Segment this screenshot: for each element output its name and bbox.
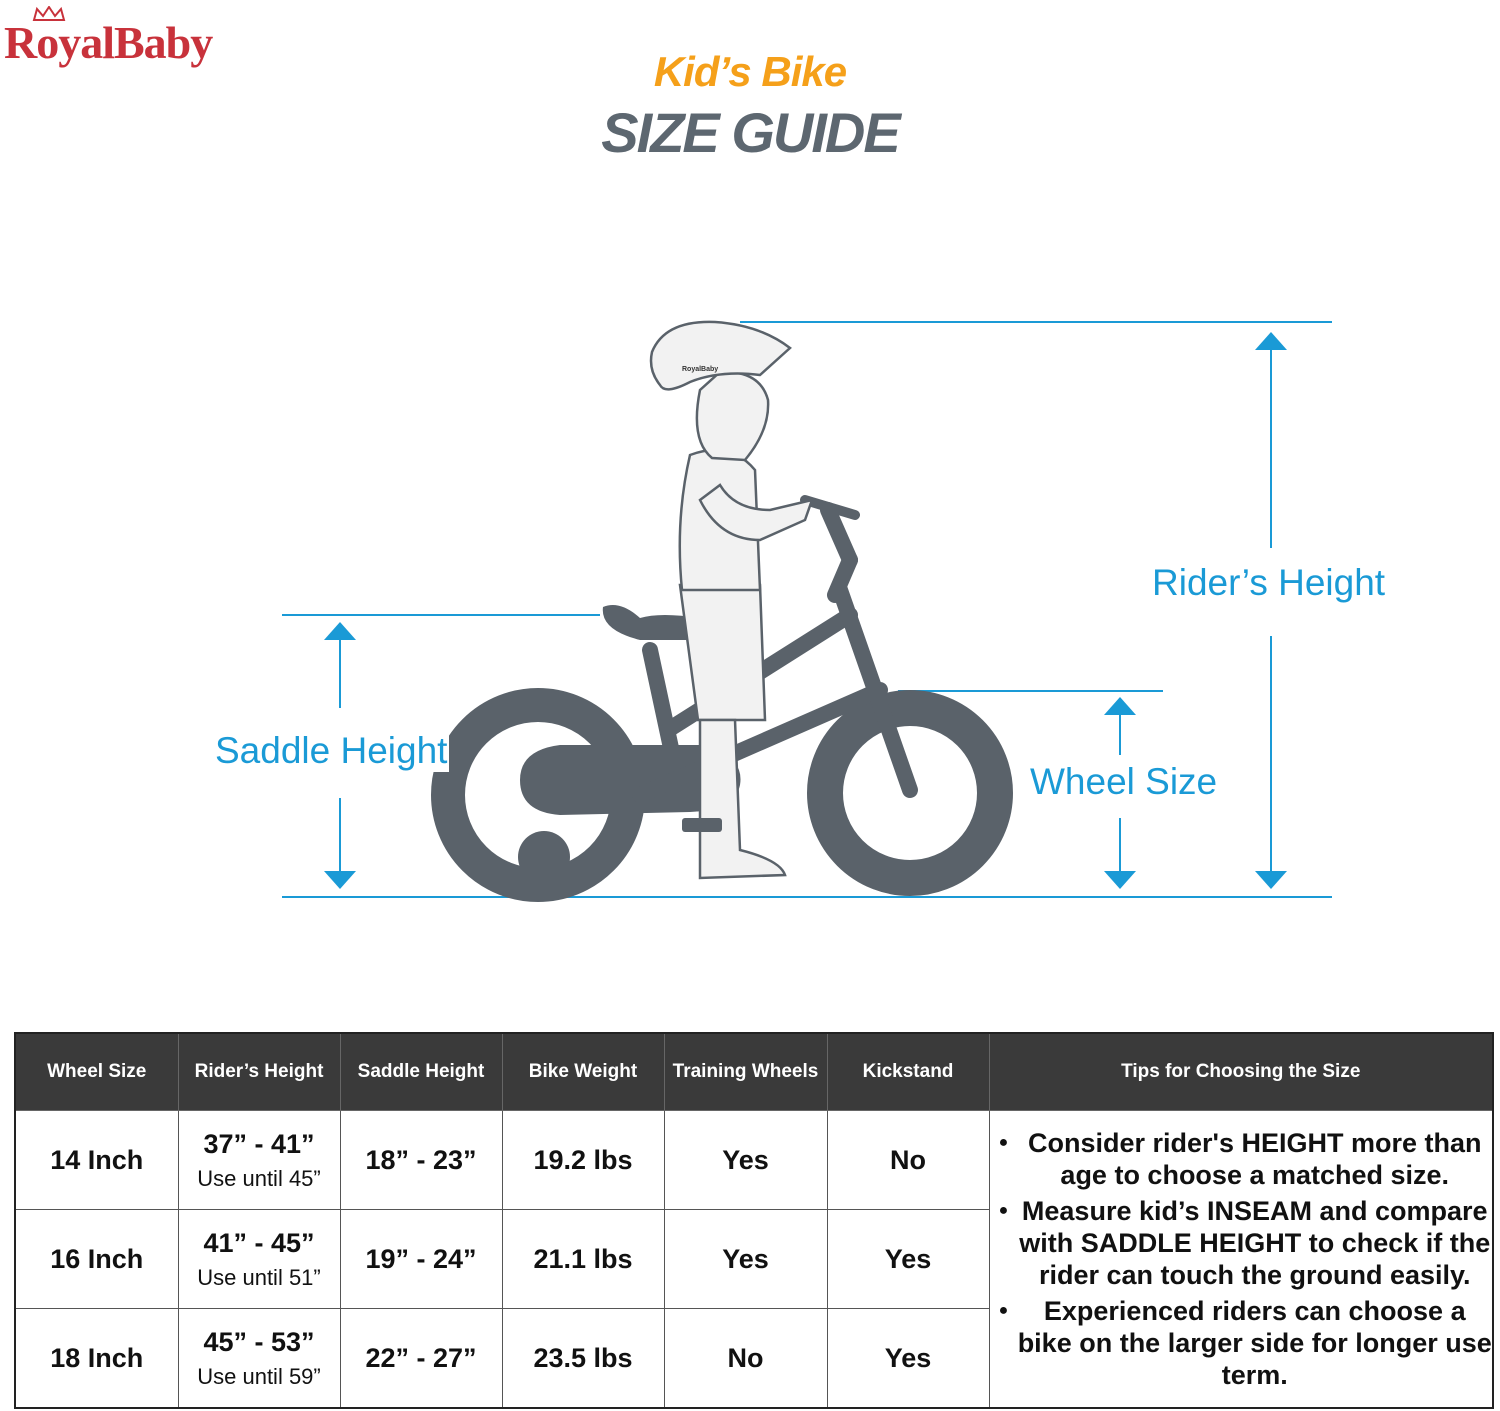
use-until: Use until 51” — [197, 1264, 321, 1290]
cell-training-wheels: Yes — [664, 1210, 827, 1309]
header-bike-weight: Bike Weight — [502, 1033, 664, 1111]
tip-item: ● Consider rider's HEIGHT more than age to choose a matched size. — [990, 1127, 1493, 1191]
logo-text: RoyalBaby — [4, 17, 213, 68]
tip-item: ● Measure kid’s INSEAM and compare with SADDLE HEIGHT to check if the rider can touch the ground easily. — [990, 1195, 1493, 1291]
bullet-icon: ● — [998, 1202, 1009, 1219]
cell-training-wheels: No — [664, 1309, 827, 1409]
helmet-logo: RoyalBaby — [682, 366, 719, 373]
riders-height-label: Rider’s Height — [1152, 562, 1386, 603]
use-until: Use until 45” — [197, 1165, 321, 1191]
cell-kickstand: Yes — [827, 1309, 989, 1409]
header-training-wheels: Training Wheels — [664, 1033, 827, 1111]
title-kids-bike: Kid’s Bike — [653, 48, 847, 95]
header-wheel-size: Wheel Size — [15, 1033, 178, 1111]
cell-wheel-size: 16 Inch — [15, 1210, 178, 1309]
bullet-icon: ● — [998, 1302, 1009, 1319]
bike-illustration — [0, 300, 1500, 920]
tip-item: ● Experienced riders can choose a bike on the larger side for longer use term. — [990, 1295, 1493, 1391]
title-size-guide: SIZE GUIDE — [601, 101, 899, 164]
size-guide-table — [14, 1032, 1494, 1409]
header-riders-height: Rider’s Height — [178, 1033, 340, 1111]
height-range: 45” - 53” — [203, 1326, 315, 1357]
cell-wheel-size: 14 Inch — [15, 1111, 178, 1210]
height-range: 41” - 45” — [203, 1227, 315, 1258]
cell-wheel-size: 18 Inch — [15, 1309, 178, 1409]
cell-bike-weight: 23.5 lbs — [502, 1309, 664, 1409]
cell-bike-weight: 19.2 lbs — [502, 1111, 664, 1210]
header-saddle-height: Saddle Height — [340, 1033, 502, 1111]
bullet-icon: ● — [998, 1134, 1009, 1151]
header-kickstand: Kickstand — [827, 1033, 989, 1111]
use-until: Use until 59” — [197, 1363, 321, 1389]
table-header-row — [15, 1033, 1493, 1111]
cell-tips — [989, 1111, 1493, 1409]
cell-saddle-height: 22” - 27” — [340, 1309, 502, 1409]
cell-kickstand: Yes — [827, 1210, 989, 1309]
cell-bike-weight: 21.1 lbs — [502, 1210, 664, 1309]
cell-riders-height — [178, 1309, 340, 1409]
height-range: 37” - 41” — [203, 1128, 315, 1159]
cell-riders-height — [178, 1210, 340, 1309]
cell-training-wheels: Yes — [664, 1111, 827, 1210]
wheel-size-label: Wheel Size — [1030, 761, 1218, 802]
cell-kickstand: No — [827, 1111, 989, 1210]
cell-saddle-height: 18” - 23” — [340, 1111, 502, 1210]
table-row — [15, 1111, 1493, 1210]
cell-riders-height — [178, 1111, 340, 1210]
saddle-height-label: Saddle Height — [215, 730, 448, 771]
header-tips: Tips for Choosing the Size — [989, 1033, 1493, 1111]
cell-saddle-height: 19” - 24” — [340, 1210, 502, 1309]
